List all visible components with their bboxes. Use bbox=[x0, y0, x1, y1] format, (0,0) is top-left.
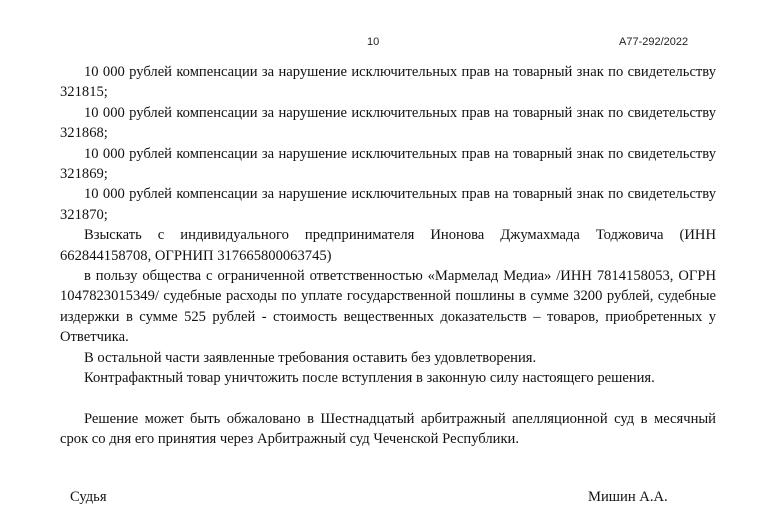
paragraph-recover-from: Взыскать с индивидуального предпринимателя Инонова Джумахмада Тоджовича (ИНН 662844158708, ОГРНИП 317665800063745) bbox=[60, 227, 716, 264]
case-number: А77-292/2022 bbox=[619, 36, 689, 48]
paragraph-in-favor-of: в пользу общества с ограниченной ответственностью «Мармелад Медиа» /ИНН 7814158053, ОГРН 1047823015349/ судебные расходы по уплате государственной пошлины в сумме 3200 рублей, судебные издержки в сумме 525 рублей - стоимость вещественных доказательств – товаров, приобретенных у Ответчика. bbox=[60, 268, 716, 346]
page-number: 10 bbox=[367, 36, 380, 48]
paragraph-counterfeit-goods: Контрафактный товар уничтожить после вступления в законную силу настоящего решения. bbox=[84, 370, 655, 387]
spacer bbox=[60, 389, 716, 409]
signature-name: Мишин А.А. bbox=[588, 489, 668, 505]
paragraph-appeal: Решение может быть обжаловано в Шестнадцатый арбитражный апелляционной суд в месячный срок со дня его принятия через Арбитражный суд Чеченской Республики. bbox=[60, 410, 716, 447]
paragraph-compensation-321869: 10 000 рублей компенсации за нарушение исключительных прав на товарный знак по свидетельству 321869; bbox=[60, 145, 716, 183]
paragraph-compensation-321815: 10 000 рублей компенсации за нарушение исключительных прав на товарный знак по свидетельству 321815; bbox=[60, 64, 716, 101]
paragraph-compensation-321870: 10 000 рублей компенсации за нарушение исключительных прав на товарный знак по свидетельству 321870; bbox=[60, 186, 716, 223]
document-body bbox=[60, 62, 716, 449]
paragraph-remaining-claims: В остальной части заявленные требования оставить без удовлетворения. bbox=[84, 349, 537, 366]
paragraph-compensation-321868: 10 000 рублей компенсации за нарушение исключительных прав на товарный знак по свидетельству 321868; bbox=[60, 104, 716, 142]
signature-role: Судья bbox=[70, 489, 107, 505]
